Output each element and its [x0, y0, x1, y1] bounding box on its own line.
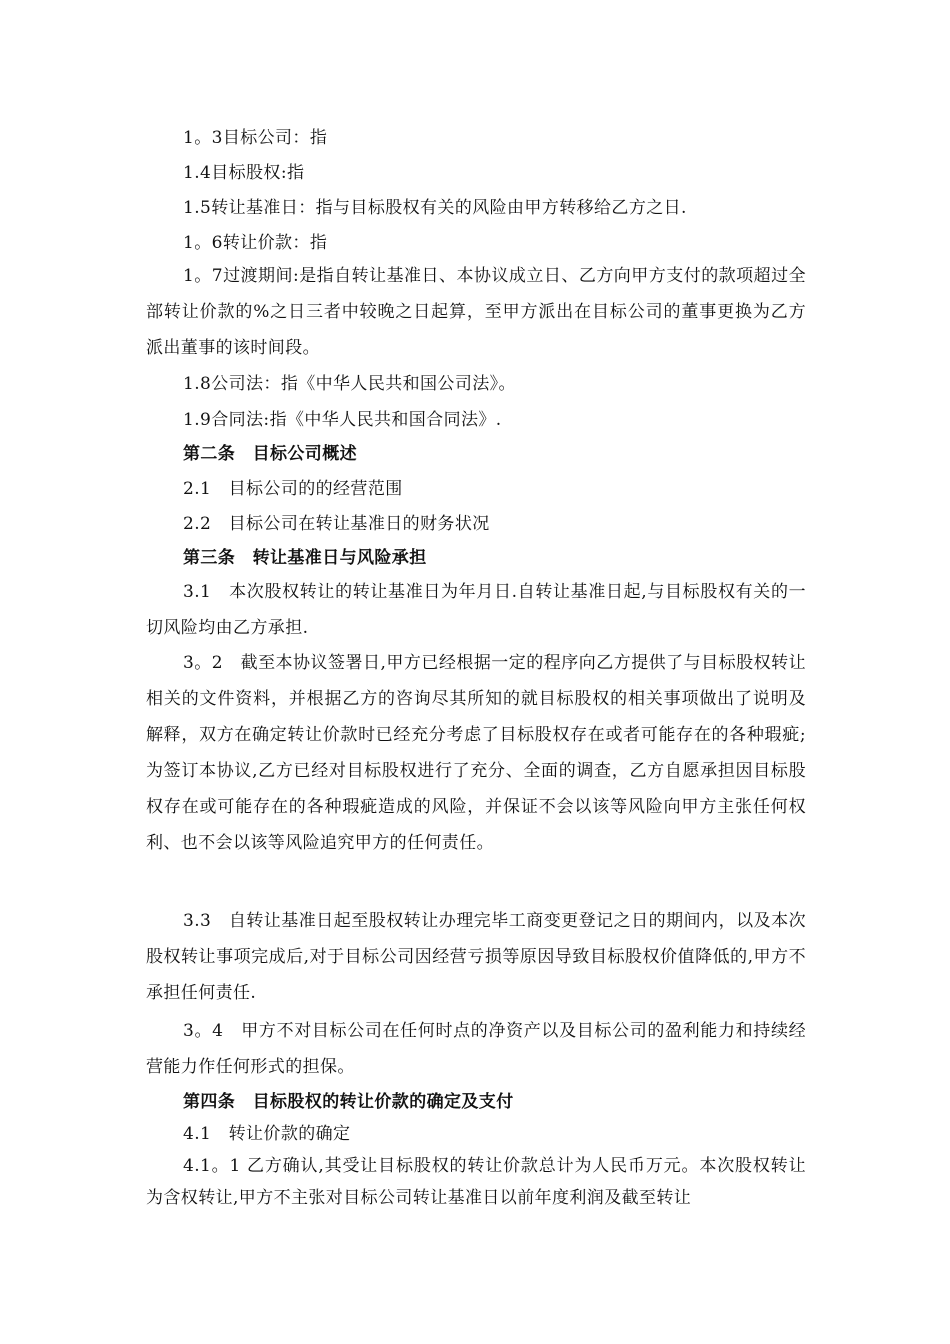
clause-1-4: 1.4目标股权:指: [183, 163, 305, 183]
clause-3-2: 3。2 截至本协议签署日,甲方已经根据一定的程序向乙方提供了与目标股权转让相关的文件资料，并根据乙方的咨询尽其所知的就目标股权的相关事项做出了说明及解释，双方在确定转让价款时已经充分考虑了目标股权存在或者可能存在的各种瑕疵;为签订本协议,乙方已经对目标股权进行了充分、全面的调查，乙方自愿承担因目标股权存在或可能存在的各种瑕疵造成的风险，并保证不会以该等风险向甲方主张任何权利、也不会以该等风险追究甲方的任何责任。: [146, 653, 806, 853]
clause-3-4: 3。4 甲方不对目标公司在任何时点的净资产以及目标公司的盈利能力和持续经营能力作任何形式的担保。: [146, 1021, 806, 1077]
article-2-heading: 第二条 目标公司概述: [183, 444, 357, 464]
clause-1-7: 1。7过渡期间:是指自转让基准日、本协议成立日、乙方向甲方支付的款项超过全部转让价款的%之日三者中较晚之日起算，至甲方派出在目标公司的董事更换为乙方派出董事的该时间段。: [146, 266, 806, 358]
clause-2-1: 2.1 目标公司的的经营范围: [183, 479, 403, 499]
article-3-heading: 第三条 转让基准日与风险承担: [183, 548, 427, 568]
article-4-heading: 第四条 目标股权的转让价款的确定及支付: [183, 1092, 514, 1112]
clause-3-1: 3.1 本次股权转让的转让基准日为年月日.自转让基准日起,与目标股权有关的一切风险均由乙方承担.: [146, 582, 806, 638]
clause-3-3: 3.3 自转让基准日起至股权转让办理完毕工商变更登记之日的期间内，以及本次股权转让事项完成后,对于目标公司因经营亏损等原因导致目标股权价值降低的,甲方不承担任何责任.: [146, 911, 806, 1003]
clause-4-1-1: 4.1。1 乙方确认,其受让目标股权的转让价款总计为人民币万元。本次股权转让为含权转让,甲方不主张对目标公司转让基准日以前年度利润及截至转让: [146, 1156, 806, 1208]
clause-4-1: 4.1 转让价款的确定: [183, 1124, 351, 1144]
clause-2-2: 2.2 目标公司在转让基准日的财务状况: [183, 514, 490, 534]
clause-1-3: 1。3目标公司：指: [183, 128, 328, 148]
clause-1-5: 1.5转让基准日：指与目标股权有关的风险由甲方转移给乙方之日.: [183, 198, 687, 218]
clause-1-6: 1。6转让价款：指: [183, 233, 328, 253]
clause-1-9: 1.9合同法:指《中华人民共和国合同法》.: [183, 410, 502, 430]
clause-1-8: 1.8公司法：指《中华人民共和国公司法》。: [183, 374, 516, 394]
